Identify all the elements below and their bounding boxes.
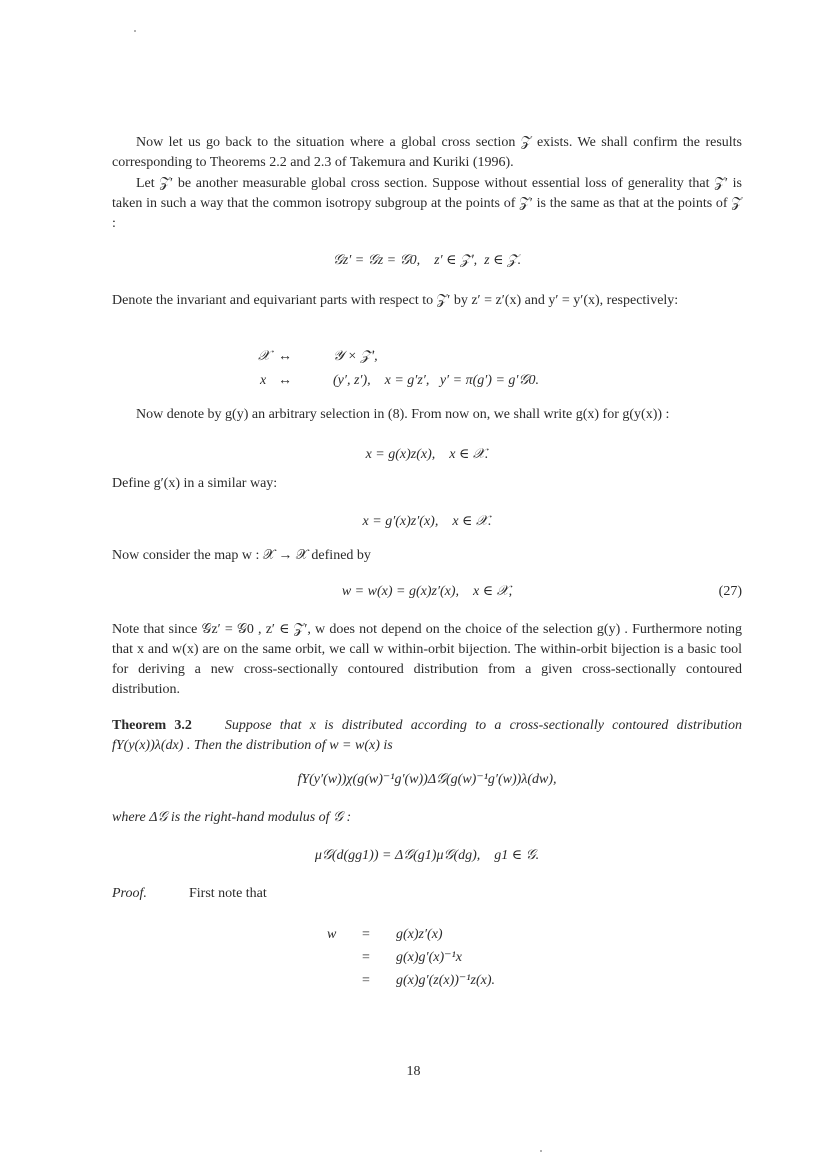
proof-rhs-2: g(x)g′(x)⁻¹x xyxy=(396,950,462,965)
paragraph-map: Now consider the map w : 𝒳 → 𝒳 defined by xyxy=(112,548,371,563)
correspondence-left-1: 𝒳 xyxy=(258,349,271,364)
equation-decomposition-prime: x = g′(x)z′(x), x ∈ 𝒳. xyxy=(362,514,492,529)
correspondence-arrow-2: ↔ xyxy=(278,373,292,388)
scan-speck xyxy=(540,1150,542,1152)
equation-within-orbit-map: w = w(x) = g(x)z′(x), x ∈ 𝒳, xyxy=(341,584,513,599)
theorem-heading: Theorem 3.2 xyxy=(112,718,192,733)
proof-intro: First note that xyxy=(189,886,267,901)
proof-op-1: = xyxy=(362,927,370,942)
page-number: 18 xyxy=(406,1064,421,1079)
paragraph-selection: Now denote by g(y) an arbitrary selection in (8). From now on, we shall write g(x) for g(y(x)) : xyxy=(136,407,670,422)
proof-op-2: = xyxy=(362,950,370,965)
equation-decomposition: x = g(x)z(x), x ∈ 𝒳. xyxy=(365,447,489,462)
equation-isotropy: 𝒢z′ = 𝒢z = 𝒢0, z′ ∈ 𝒵′, z ∈ 𝒵. xyxy=(332,253,522,268)
proof-label: Proof. xyxy=(112,886,147,901)
correspondence-right-1: 𝒴 × 𝒵′, xyxy=(333,349,378,364)
proof-rhs-3: g(x)g′(z(x))⁻¹z(x). xyxy=(396,973,495,988)
paragraph-invariant-parts: Denote the invariant and equivariant parts with respect to 𝒵′ by z′ = z′(x) and y′ = y′(x), respectively: xyxy=(112,293,679,308)
theorem-3-2 xyxy=(112,716,742,756)
paragraph-intro: Now let us go back to the situation where a global cross section 𝒵 exists. We shall confirm the results corresponding to Theorems 2.2 and 2.3 of Takemura and Kuriki (1996). xyxy=(112,135,742,170)
paragraph-within-orbit-bijection: Note that since 𝒢z′ = 𝒢0 , z′ ∈ 𝒵′, w does not depend on the choice of the selection g(y) . Furthermore noting that x and w(x) are on the same orbit, we call w within-orbit bijection. The within-orbit bijection is a basic tool for deriving a new cross-sectionally contoured distribution from a given cross-sectionally contoured distribution. xyxy=(112,622,742,697)
proof-rhs-1: g(x)z′(x) xyxy=(396,927,443,942)
theorem-statement: Suppose that x is distributed according to a cross-sectionally contoured distribution fY(y(x))λ(dx) . Then the distribution of w = w(x) is xyxy=(112,718,742,753)
paragraph-cross-section: Let 𝒵′ be another measurable global cross section. Suppose without essential loss of generality that 𝒵′ is taken in such a way that the common isotropy subgroup at the points of 𝒵′ is the same as that at the points of 𝒵 : xyxy=(112,176,742,231)
correspondence-arrow-1: ↔ xyxy=(278,349,292,364)
equation-number-27: (27) xyxy=(718,584,742,599)
proof-lhs: w xyxy=(327,927,337,942)
scan-speck xyxy=(134,30,136,32)
proof-op-3: = xyxy=(362,973,370,988)
paragraph-define-gprime: Define g′(x) in a similar way: xyxy=(112,476,278,491)
correspondence-right-2: (y′, z′), x = g′z′, y′ = π(g′) = g′𝒢0. xyxy=(333,373,539,388)
correspondence-left-2: x xyxy=(260,373,267,388)
equation-right-hand-modulus: μ𝒢(d(gg1)) = Δ𝒢(g1)μ𝒢(dg), g1 ∈ 𝒢. xyxy=(314,848,540,863)
theorem-where-clause: where Δ𝒢 is the right-hand modulus of 𝒢 : xyxy=(112,810,352,825)
equation-distribution-of-w: fY(y′(w))χ(g(w)⁻¹g′(w))Δ𝒢(g(w)⁻¹g′(w))λ(dw), xyxy=(297,772,557,787)
